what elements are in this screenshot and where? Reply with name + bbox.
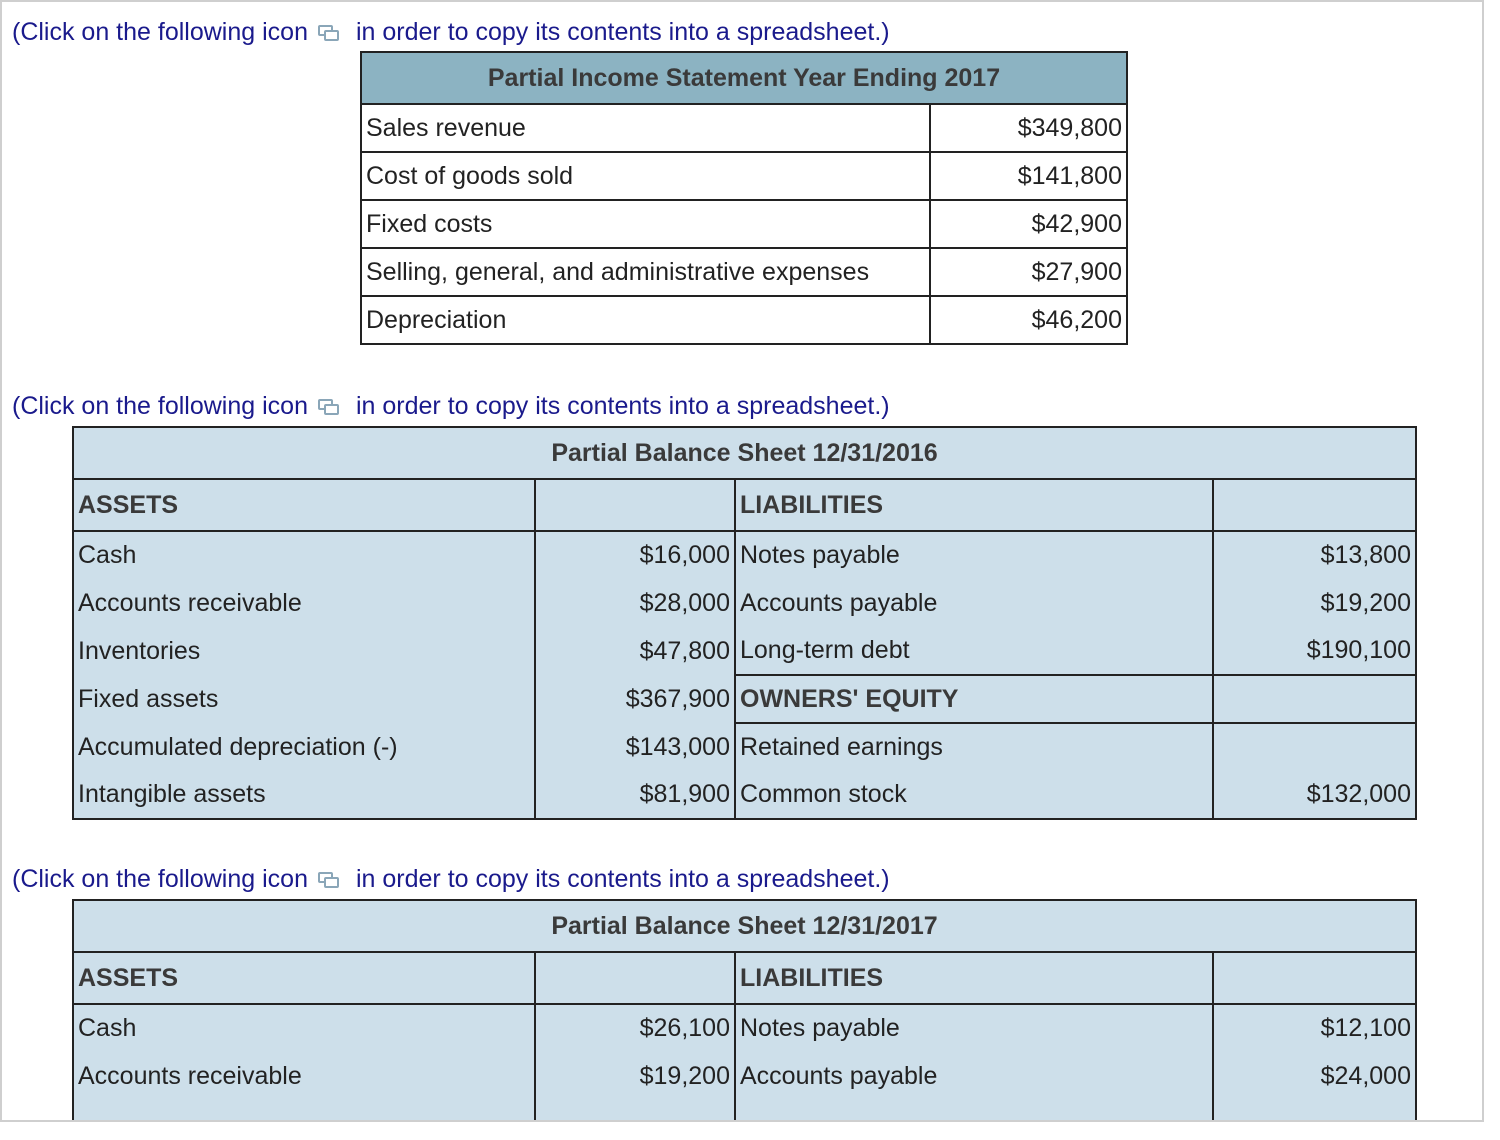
liability-label: Accounts payable — [735, 579, 1213, 627]
liability-value: $12,100 — [1213, 1004, 1416, 1052]
equity-value — [1213, 723, 1416, 771]
instruction-text-after: in order to copy its contents into a spreadsheet.) — [355, 392, 890, 420]
row-value: $141,800 — [930, 152, 1127, 200]
copy-instruction-3 — [12, 865, 890, 894]
income-statement-table — [360, 51, 1128, 345]
owners-equity-header: OWNERS' EQUITY — [735, 675, 1213, 723]
equity-value: $132,000 — [1213, 771, 1416, 819]
liability-label: Accounts payable — [735, 1052, 1213, 1100]
row-label: Selling, general, and administrative expenses — [361, 248, 930, 296]
asset-value: $16,000 — [535, 531, 735, 579]
asset-label: Cash — [73, 1004, 535, 1052]
table-row — [361, 200, 1127, 248]
table-row — [73, 1100, 1416, 1122]
balance-sheet-2017-title: Partial Balance Sheet 12/31/2017 — [73, 900, 1416, 952]
liability-value: $190,100 — [1213, 627, 1416, 675]
asset-label: Accounts receivable — [73, 1052, 535, 1100]
liability-value: $13,800 — [1213, 531, 1416, 579]
table-row — [361, 152, 1127, 200]
row-label: Cost of goods sold — [361, 152, 930, 200]
asset-label: Accumulated depreciation (-) — [73, 723, 535, 771]
table-row — [73, 1004, 1416, 1052]
instruction-text-after: in order to copy its contents into a spreadsheet.) — [355, 18, 890, 46]
table-row — [73, 579, 1416, 627]
row-value: $349,800 — [930, 104, 1127, 152]
copy-instruction-1 — [12, 18, 890, 47]
assets-header: ASSETS — [73, 479, 535, 531]
liabilities-header: LIABILITIES — [735, 952, 1213, 1004]
liability-value-cut — [1213, 1100, 1416, 1122]
table-row — [73, 1052, 1416, 1100]
liabilities-header-value — [1213, 479, 1416, 531]
row-label: Fixed costs — [361, 200, 930, 248]
row-label: Depreciation — [361, 296, 930, 344]
table-row — [361, 104, 1127, 152]
equity-label: Retained earnings — [735, 723, 1213, 771]
liability-value: $24,000 — [1213, 1052, 1416, 1100]
row-label: Sales revenue — [361, 104, 930, 152]
copy-to-spreadsheet-icon[interactable] — [318, 398, 340, 416]
table-row — [73, 723, 1416, 771]
asset-value: $47,800 — [535, 627, 735, 675]
table-row — [361, 248, 1127, 296]
liabilities-header: LIABILITIES — [735, 479, 1213, 531]
asset-label: Cash — [73, 531, 535, 579]
asset-value: $143,000 — [535, 723, 735, 771]
liability-label: Long-term debt — [735, 627, 1213, 675]
row-value: $46,200 — [930, 296, 1127, 344]
owners-equity-header-value — [1213, 675, 1416, 723]
asset-value-cut — [535, 1100, 735, 1122]
copy-instruction-2 — [12, 392, 890, 421]
instruction-text-after: in order to copy its contents into a spreadsheet.) — [355, 865, 890, 893]
liability-label: Notes payable — [735, 531, 1213, 579]
asset-label: Intangible assets — [73, 771, 535, 819]
table-row — [73, 771, 1416, 819]
table-row — [73, 675, 1416, 723]
asset-label: Accounts receivable — [73, 579, 535, 627]
table-row — [73, 531, 1416, 579]
assets-header-value — [535, 479, 735, 531]
balance-sheet-2016-table — [72, 426, 1417, 820]
asset-value: $26,100 — [535, 1004, 735, 1052]
liabilities-header-value — [1213, 952, 1416, 1004]
table-row — [361, 296, 1127, 344]
assets-header-value — [535, 952, 735, 1004]
asset-label: Fixed assets — [73, 675, 535, 723]
balance-sheet-2017-table — [72, 899, 1417, 1122]
copy-to-spreadsheet-icon[interactable] — [318, 871, 340, 889]
row-value: $27,900 — [930, 248, 1127, 296]
liability-label-cut — [735, 1100, 1213, 1122]
asset-value: $28,000 — [535, 579, 735, 627]
copy-to-spreadsheet-icon[interactable] — [318, 24, 340, 42]
asset-value: $81,900 — [535, 771, 735, 819]
row-value: $42,900 — [930, 200, 1127, 248]
instruction-text-before: (Click on the following icon — [12, 18, 308, 46]
balance-sheet-2016-title: Partial Balance Sheet 12/31/2016 — [73, 427, 1416, 479]
asset-label: Inventories — [73, 627, 535, 675]
equity-label: Common stock — [735, 771, 1213, 819]
liability-value: $19,200 — [1213, 579, 1416, 627]
liability-label: Notes payable — [735, 1004, 1213, 1052]
asset-value: $367,900 — [535, 675, 735, 723]
table-row — [73, 627, 1416, 675]
income-statement-title: Partial Income Statement Year Ending 2017 — [361, 52, 1127, 104]
instruction-text-before: (Click on the following icon — [12, 865, 308, 893]
assets-header: ASSETS — [73, 952, 535, 1004]
instruction-text-before: (Click on the following icon — [12, 392, 308, 420]
asset-value: $19,200 — [535, 1052, 735, 1100]
asset-label-cut — [73, 1100, 535, 1122]
